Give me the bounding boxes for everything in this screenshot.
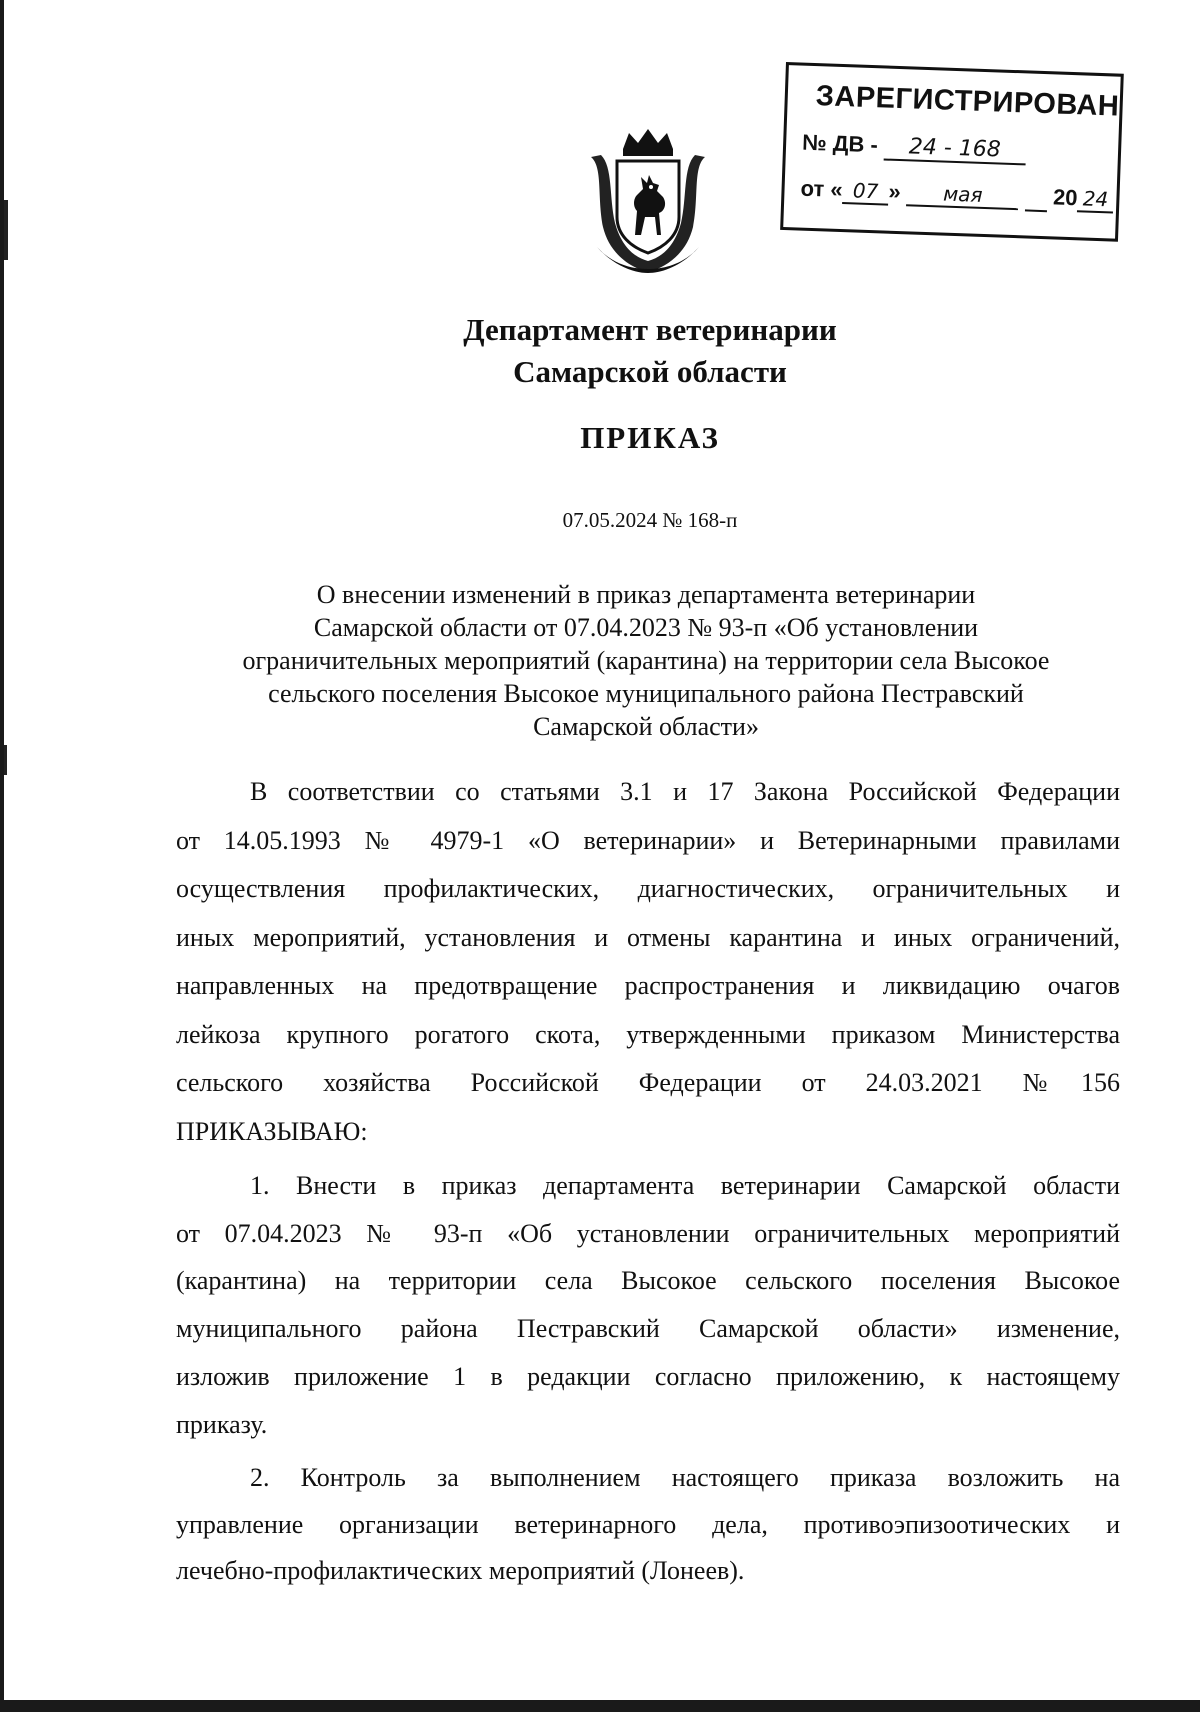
order-subject (176, 578, 1116, 743)
scan-mark (4, 200, 8, 260)
stamp-title: ЗАРЕГИСТРИРОВАН (815, 80, 1120, 123)
stamp-handwritten-number: 24 - 168 (883, 133, 1026, 165)
body-line: 1. Внести в приказ департамента ветеринарии Самарской области (250, 1171, 1120, 1200)
coat-of-arms-icon (583, 127, 713, 275)
body-line: 2. Контроль за выполнением настоящего приказа возложить на (250, 1463, 1120, 1492)
stamp-date-row (800, 176, 1114, 215)
stamp-date-prefix: от « (800, 175, 844, 203)
body-line: сельского хозяйства Российской Федерации от 24.03.2021 №156 (176, 1068, 1120, 1097)
body-line: ПРИКАЗЫВАЮ: (176, 1116, 368, 1146)
body-line: осуществления профилактических, диагностических, ограничительных и (176, 874, 1120, 903)
department-name-line1: Департамент ветеринарии (463, 312, 837, 347)
body-line: направленных на предотвращение распространения и ликвидацию очагов (176, 971, 1120, 1000)
body-line: управление организации ветеринарного дела, противоэпизоотических и (176, 1509, 1120, 1539)
stamp-year-prefix: 20 (1052, 184, 1079, 211)
stamp-number-row (802, 130, 1027, 166)
body-line: лечебно-профилактических мероприятий (Лонеев). (176, 1556, 745, 1585)
body-line: от 07.04.2023 № 93-п «Об установлении ограничительных мероприятий (176, 1218, 1120, 1248)
subject-line: сельского поселения Высокое муниципального района Пестравский (268, 679, 1024, 708)
scan-mark (4, 745, 7, 775)
subject-line: Самарской области» (533, 712, 759, 741)
order-item-2 (176, 1455, 1120, 1595)
body-line: изложив приложение 1 в редакции согласно приложению, к настоящему (176, 1361, 1120, 1391)
body-line: В соответствии со статьями 3.1 и 17 Закона Российской Федерации (250, 777, 1120, 806)
subject-line: Самарской области от 07.04.2023 № 93-п «Об установлении (313, 613, 979, 642)
body-line: муниципального района Пестравский Самарской области» изменение, (176, 1314, 1120, 1344)
order-date-number: 07.05.2024 № 168-п (562, 508, 738, 532)
stamp-handwritten-month: мая (906, 180, 1019, 210)
body-line: иных мероприятий, установления и отмены карантина и иных ограничений, (176, 922, 1120, 952)
order-item-1 (176, 1162, 1120, 1448)
stamp-handwritten-year: 24 (1077, 186, 1114, 213)
body-line: лейкоза крупного рогатого скота, утвержденными приказом Министерства (176, 1019, 1120, 1049)
body-line: приказу. (176, 1409, 268, 1439)
subject-line: ограничительных мероприятий (карантина) на территории села Высокое (242, 646, 1050, 675)
department-name-line2: Самарской области (513, 354, 787, 389)
stamp-number-label: № ДВ - (801, 129, 879, 158)
stamp-handwritten-day: 07 (842, 178, 889, 206)
preamble-paragraph (176, 768, 1120, 1156)
body-line: (карантина) на территории села Высокое сельского поселения Высокое (176, 1266, 1120, 1296)
stamp-date-mid: » (888, 178, 902, 205)
document-type-title: ПРИКАЗ (580, 420, 720, 455)
stamp-underline (1024, 183, 1047, 212)
scan-edge-bottom (0, 1700, 1200, 1712)
subject-line: О внесении изменений в приказ департамента ветеринарии (316, 580, 976, 609)
body-line: от 14.05.1993 № 4979-1 «О ветеринарии» и Ветеринарными правилами (176, 825, 1120, 855)
registration-stamp (780, 62, 1124, 242)
